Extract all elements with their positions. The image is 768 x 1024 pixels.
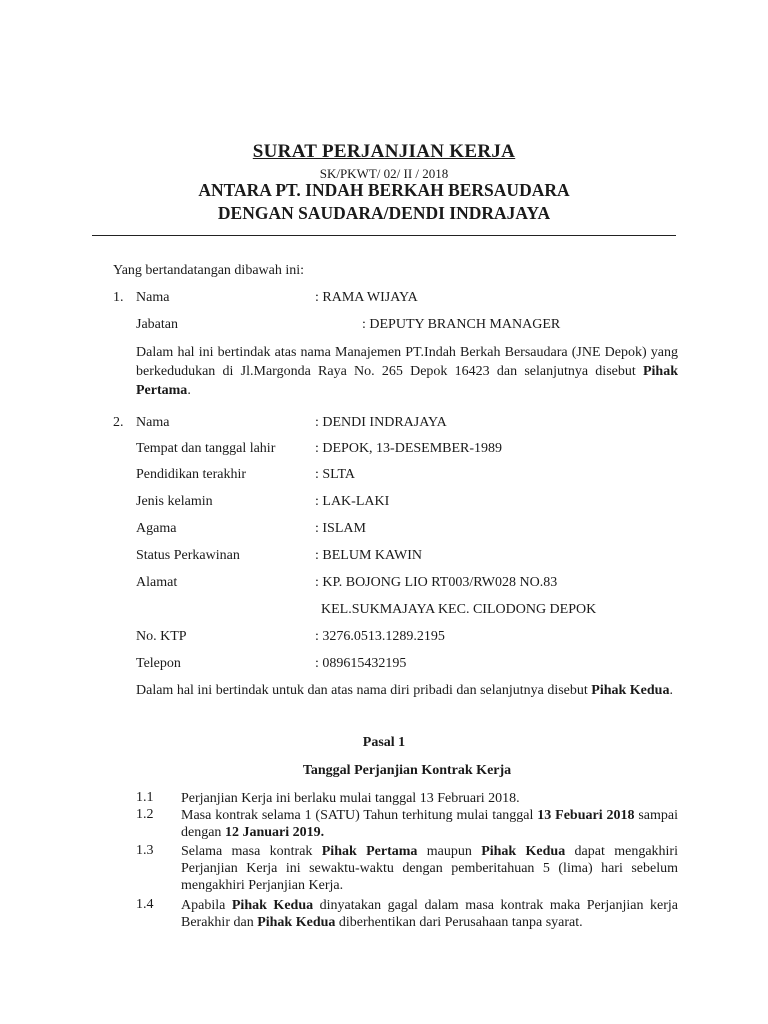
pasal-item-bold-text: 12 Januari 2019. — [224, 825, 325, 840]
pasal-item-number: 1.4 — [136, 897, 154, 912]
party2-value: : 3276.0513.1289.2195 — [315, 629, 445, 644]
pasal-item-text-run: maupun — [417, 844, 482, 859]
party1-number: 1. — [113, 290, 124, 305]
pasal-item-bold-text: Pihak Pertama — [321, 844, 418, 859]
party1-name-value: : RAMA WIJAYA — [315, 290, 418, 305]
party2-para-bold: Pihak Kedua — [591, 683, 670, 698]
pasal-item-text-run: Apabila — [181, 898, 232, 913]
party1-paragraph — [136, 343, 678, 400]
party2-label: Status Perkawinan — [136, 548, 240, 563]
party2-label: Tempat dan tanggal lahir — [136, 441, 276, 456]
pasal-item-text — [181, 807, 678, 841]
pasal-item-number: 1.2 — [136, 807, 154, 822]
party2-value: : KP. BOJONG LIO RT003/RW028 NO.83 — [315, 575, 558, 590]
header-divider — [92, 235, 676, 236]
pasal-item-bold-text: Pihak Kedua — [481, 844, 566, 859]
party2-label: Alamat — [136, 575, 178, 590]
party2-value: : LAK-LAKI — [315, 494, 390, 509]
pasal-1-subheading: Tanggal Perjanjian Kontrak Kerja — [302, 763, 512, 778]
party2-para-text: Dalam hal ini bertindak untuk dan atas nama diri pribadi dan selanjutnya disebut — [136, 683, 592, 698]
party1-para-bold: Pihak Pertama — [136, 364, 678, 398]
pasal-item-bold-text: 13 Febuari 2018 — [537, 808, 635, 823]
document-number: SK/PKWT/ 02/ II / 2018 — [319, 166, 449, 181]
party1-para-text: Dalam hal ini bertindak atas nama Manajemen PT.Indah Berkah Bersaudara (JNE Depok) yang berkedudukan di Jl.Margonda Raya No. 265 Depok 16423 dan selanjutnya disebut — [136, 345, 678, 379]
party2-value: : DEPOK, 13-DESEMBER-1989 — [315, 441, 503, 456]
pasal-item-text-run: dapat mengakhiri Perjanjian Kerja ini sewaktu-waktu dengan pemberitahuan 5 (lima) hari sebelum mengakhiri Perjanjian Kerja. — [181, 844, 678, 893]
pasal-item-number: 1.3 — [136, 843, 154, 858]
pasal-item-text — [181, 897, 678, 931]
document-title: SURAT PERJANJIAN KERJA — [252, 141, 516, 162]
party2-paragraph — [136, 681, 678, 700]
party2-label: Pendidikan terakhir — [136, 467, 247, 482]
party2-label: No. KTP — [136, 629, 187, 644]
party2-label: Jenis kelamin — [136, 494, 213, 509]
party2-value: : DENDI INDRAJAYA — [315, 415, 447, 430]
party2-value: : 089615432195 — [315, 656, 407, 671]
party2-value: KEL.SUKMAJAYA KEC. CILODONG DEPOK — [321, 602, 597, 617]
party2-value: : BELUM KAWIN — [315, 548, 422, 563]
party2-label: Agama — [136, 521, 177, 536]
heading-line-1: ANTARA PT. INDAH BERKAH BERSAUDARA — [198, 180, 570, 200]
pasal-1-heading: Pasal 1 — [362, 735, 406, 750]
pasal-item-text-run: sampai dengan — [181, 808, 678, 840]
pasal-item-text — [181, 843, 678, 894]
intro-text: Yang bertandatangan dibawah ini: — [113, 263, 305, 278]
pasal-item-text-run: Perjanjian Kerja ini berlaku mulai tanggal 13 Februari 2018. — [181, 791, 520, 806]
pasal-item-text-run: Masa kontrak selama 1 (SATU) Tahun terhitung mulai tanggal — [181, 808, 538, 823]
party1-para-end: . — [187, 383, 191, 398]
pasal-item-bold-text: Pihak Kedua — [231, 898, 314, 913]
pasal-item-number: 1.1 — [136, 790, 154, 805]
pasal-item-text-run: Selama masa kontrak — [181, 844, 322, 859]
pasal-item-text — [181, 790, 678, 807]
party1-position-label: Jabatan — [136, 317, 178, 332]
pasal-item-bold-text: Pihak Kedua — [257, 915, 336, 930]
party2-number: 2. — [113, 415, 124, 430]
party2-label: Nama — [136, 415, 170, 430]
party2-value: : ISLAM — [315, 521, 366, 536]
heading-line-2: DENGAN SAUDARA/DENDI INDRAJAYA — [217, 203, 551, 223]
pasal-item-text-run: diberhentikan dari Perusahaan tanpa syarat. — [335, 915, 583, 930]
party1-name-label: Nama — [136, 290, 170, 305]
party2-value: : SLTA — [315, 467, 355, 482]
party2-para-end: . — [669, 683, 673, 698]
party2-label: Telepon — [136, 656, 181, 671]
party1-position-value: : DEPUTY BRANCH MANAGER — [362, 317, 561, 332]
pasal-item-text-run: dinyatakan gagal dalam masa kontrak maka Perjanjian kerja Berakhir dan — [181, 898, 678, 930]
